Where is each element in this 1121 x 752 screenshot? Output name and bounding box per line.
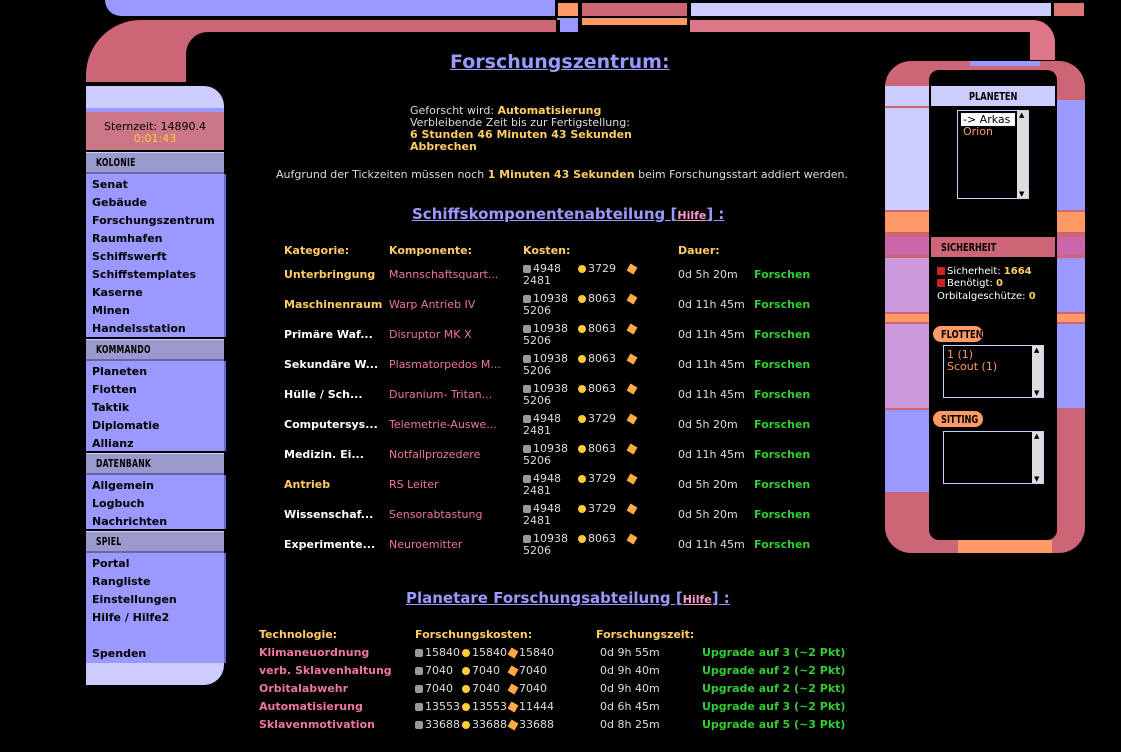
ore-icon	[415, 721, 423, 729]
row-cost-3-icon	[628, 382, 638, 395]
sicherheit-line: Sicherheit: 1664	[937, 266, 1032, 277]
top-bar-orange	[558, 3, 578, 16]
row-cost-1: 10938	[523, 322, 568, 335]
ship-header-dauer: Dauer:	[678, 244, 720, 257]
research-button[interactable]: Forschen	[754, 538, 811, 551]
ore-icon	[415, 703, 423, 711]
row-duration: 0d 11h 45m	[678, 298, 745, 311]
row-cost-1: 7040	[415, 664, 453, 677]
row-cost-3: 2481	[523, 484, 551, 497]
ore-icon	[415, 649, 423, 657]
row-cost-3: 15840	[509, 646, 554, 659]
ore-icon	[523, 415, 531, 423]
row-cost-3: 5206	[523, 334, 551, 347]
ore-icon	[523, 295, 531, 303]
flotten-scrollbar[interactable]	[1032, 346, 1043, 397]
row-duration: 0d 11h 45m	[678, 538, 745, 551]
top-bar-lav	[691, 3, 1051, 16]
row-cost-3: 7040	[509, 682, 547, 695]
researching-value: Automatisierung	[497, 104, 602, 117]
gas-icon	[627, 534, 638, 545]
row-cost-1: 33688	[415, 718, 460, 731]
top-tab-2	[582, 18, 687, 25]
row-time: 0d 9h 40m	[600, 664, 660, 677]
row-category: Sekundäre W...	[284, 358, 379, 371]
research-button[interactable]: Forschen	[754, 358, 811, 371]
ore-icon	[523, 445, 531, 453]
nav-item-spenden[interactable]: Spenden	[92, 647, 147, 660]
row-cost-2: 3729	[578, 412, 616, 425]
planet-hilfe-link[interactable]: Hilfe	[682, 593, 712, 606]
crystal-icon	[462, 685, 470, 693]
nav-item-gebaeude[interactable]: Gebäude	[92, 196, 147, 209]
row-component: Duranium- Tritan...	[389, 388, 493, 401]
research-button[interactable]: Forschen	[754, 298, 811, 311]
ore-icon	[523, 475, 531, 483]
row-cost-2: 15840	[462, 646, 507, 659]
research-button[interactable]: Forschen	[754, 328, 811, 341]
row-cost-3: 5206	[523, 544, 551, 557]
ship-header-komponente: Komponente:	[389, 244, 473, 257]
row-cost-2: 13553	[462, 700, 507, 713]
fleet-item[interactable]: 1 (1)	[947, 348, 974, 361]
row-cost-3-icon	[628, 412, 638, 425]
row-cost-1: 4948	[523, 472, 561, 485]
row-cost-3-icon	[628, 262, 638, 275]
ore-icon	[523, 355, 531, 363]
row-time: 0d 9h 55m	[600, 646, 660, 659]
planet-header-kosten: Forschungskosten:	[415, 628, 533, 641]
nav-list-kommando	[86, 361, 226, 451]
row-duration: 0d 5h 20m	[678, 508, 738, 521]
gas-icon	[508, 666, 519, 677]
row-cost-3: 5206	[523, 394, 551, 407]
row-technology: Orbitalabwehr	[259, 682, 349, 695]
ore-icon	[523, 385, 531, 393]
row-cost-2: 7040	[462, 682, 500, 695]
nav-list-datenbank	[86, 475, 226, 529]
crystal-icon	[578, 475, 586, 483]
crystal-icon	[462, 703, 470, 711]
row-duration: 0d 11h 45m	[678, 328, 745, 341]
crystal-icon	[578, 415, 586, 423]
nav-item-allianz[interactable]: Allianz	[92, 437, 134, 450]
benoetigt-icon	[937, 279, 945, 287]
row-component: Mannschaftsquart...	[389, 268, 499, 281]
gas-icon	[627, 384, 638, 395]
ship-hilfe-link[interactable]: Hilfe	[677, 209, 707, 222]
row-category: Primäre Waf...	[284, 328, 373, 341]
crystal-icon	[578, 355, 586, 363]
row-duration: 0d 5h 20m	[678, 478, 738, 491]
orbital-line: Orbitalgeschütze: 0	[937, 291, 1036, 302]
row-cost-2: 3729	[578, 502, 616, 515]
gas-icon	[508, 648, 519, 659]
row-cost-1: 7040	[415, 682, 453, 695]
row-cost-2: 7040	[462, 664, 500, 677]
row-cost-3: 11444	[509, 700, 554, 713]
nav-item-portal[interactable]: Portal	[92, 557, 130, 570]
top-tab-1	[557, 18, 578, 32]
row-component: Neuroemitter	[389, 538, 463, 551]
upgrade-button[interactable]: Upgrade auf 5 (~3 Pkt)	[702, 718, 846, 731]
planet-section-title: Planetare Forschungsabteilung [Hilfe] :	[406, 589, 730, 607]
crystal-icon	[578, 325, 586, 333]
crystal-icon	[578, 295, 586, 303]
row-cost-1: 10938	[523, 442, 568, 455]
row-cost-2: 3729	[578, 262, 616, 275]
row-cost-2: 8063	[578, 352, 616, 365]
nav-item-planeten[interactable]: Planeten	[92, 365, 148, 378]
row-cost-3: 33688	[509, 718, 554, 731]
research-button[interactable]: Forschen	[754, 268, 811, 281]
gas-icon	[627, 444, 638, 455]
nav-item-hilfe[interactable]: Hilfe / Hilfe2	[92, 611, 170, 624]
remaining-value: 6 Stunden 46 Minuten 43 Sekunden	[410, 128, 632, 141]
flotten-list[interactable]	[943, 345, 1044, 398]
row-cost-3-icon	[628, 472, 638, 485]
stardate-label: Sternzeit: 14890.4	[104, 120, 206, 133]
research-button[interactable]: Forschen	[754, 448, 811, 461]
upgrade-button[interactable]: Upgrade auf 3 (~2 Pkt)	[702, 700, 846, 713]
planeten-scrollbar[interactable]	[1017, 111, 1028, 198]
row-duration: 0d 11h 45m	[678, 388, 745, 401]
ore-icon	[415, 685, 423, 693]
planet-header-technologie: Technologie:	[259, 628, 338, 641]
ore-icon	[523, 265, 531, 273]
ship-section-title: Schiffskomponentenabteilung [Hilfe] :	[412, 205, 725, 223]
row-cost-2: 8063	[578, 442, 616, 455]
row-category: Maschinenraum	[284, 298, 383, 311]
flotten-header: FLOTTEN	[933, 326, 983, 342]
row-cost-2: 8063	[578, 292, 616, 305]
sidebar-bottom-cap	[86, 663, 224, 685]
nav-item-logbuch[interactable]: Logbuch	[92, 497, 145, 510]
row-cost-3-icon	[628, 352, 638, 365]
row-cost-1: 15840	[415, 646, 460, 659]
crystal-icon	[578, 505, 586, 513]
row-technology: Klimaneuordnung	[259, 646, 370, 659]
row-category: Medizin. Ei...	[284, 448, 364, 461]
sitting-scrollbar[interactable]	[1032, 432, 1043, 483]
nav-item-raumhafen[interactable]: Raumhafen	[92, 232, 163, 245]
research-button[interactable]: Forschen	[754, 508, 811, 521]
row-cost-3: 2481	[523, 514, 551, 527]
row-technology: verb. Sklavenhaltung	[259, 664, 392, 677]
row-component: RS Leiter	[389, 478, 439, 491]
nav-item-nachrichten[interactable]: Nachrichten	[92, 515, 168, 528]
research-button[interactable]: Forschen	[754, 478, 811, 491]
row-cost-2: 3729	[578, 472, 616, 485]
gas-icon	[627, 414, 638, 425]
gas-icon	[508, 720, 519, 731]
nav-item-schiffstemplates[interactable]: Schiffstemplates	[92, 268, 197, 281]
nav-section-spiel: SPIEL	[86, 531, 224, 553]
gas-icon	[627, 264, 638, 275]
crystal-icon	[462, 667, 470, 675]
ore-icon	[523, 505, 531, 513]
gas-icon	[627, 324, 638, 335]
row-cost-3: 5206	[523, 304, 551, 317]
row-cost-1: 4948	[523, 412, 561, 425]
remaining-label: Verbleibende Zeit bis zur Fertigstellung:	[410, 116, 630, 129]
gas-icon	[508, 684, 519, 695]
ore-icon	[523, 325, 531, 333]
row-cost-2: 8063	[578, 322, 616, 335]
nav-item-taktik[interactable]: Taktik	[92, 401, 130, 414]
row-duration: 0d 11h 45m	[678, 358, 745, 371]
crystal-icon	[462, 649, 470, 657]
nav-list-spiel	[86, 553, 226, 663]
benoetigt-line: Benötigt: 0	[937, 278, 1003, 289]
gas-icon	[508, 702, 519, 713]
row-category: Wissenschaf...	[284, 508, 374, 521]
row-cost-3-icon	[628, 292, 638, 305]
clock: 0:01:43	[133, 132, 177, 145]
nav-item-flotten[interactable]: Flotten	[92, 383, 137, 396]
row-category: Unterbringung	[284, 268, 376, 281]
row-component: Plasmatorpedos M...	[389, 358, 501, 371]
row-cost-3: 5206	[523, 364, 551, 377]
row-cost-3: 2481	[523, 424, 551, 437]
crystal-icon	[578, 535, 586, 543]
row-cost-3: 7040	[509, 664, 547, 677]
row-cost-3-icon	[628, 532, 638, 545]
fleet-item[interactable]: Scout (1)	[947, 360, 998, 373]
row-cost-1: 4948	[523, 502, 561, 515]
row-cost-1: 13553	[415, 700, 460, 713]
nav-item-forschungszentrum[interactable]: Forschungszentrum	[92, 214, 215, 227]
planet-option-arkas[interactable]: -> Arkas	[961, 113, 1015, 126]
row-cost-3-icon	[628, 442, 638, 455]
row-technology: Sklavenmotivation	[259, 718, 375, 731]
row-cost-1: 10938	[523, 382, 568, 395]
row-cost-3-icon	[628, 322, 638, 335]
planeten-list[interactable]	[957, 110, 1029, 199]
gas-icon	[627, 504, 638, 515]
row-cost-3: 5206	[523, 454, 551, 467]
row-category: Computersys...	[284, 418, 378, 431]
top-bar-right	[690, 20, 1030, 32]
row-category: Antrieb	[284, 478, 331, 491]
row-category: Experimente...	[284, 538, 376, 551]
row-cost-3: 2481	[523, 274, 551, 287]
crystal-icon	[578, 385, 586, 393]
ship-header-kategorie: Kategorie:	[284, 244, 350, 257]
nav-item-schiffswerft[interactable]: Schiffswerft	[92, 250, 167, 263]
gas-icon	[627, 474, 638, 485]
tick-note: Aufgrund der Tickzeiten müssen noch 1 Minuten 43 Sekunden beim Forschungsstart addiert werden.	[276, 168, 848, 181]
crystal-icon	[578, 445, 586, 453]
row-cost-2: 8063	[578, 532, 616, 545]
row-duration: 0d 5h 20m	[678, 268, 738, 281]
upgrade-button[interactable]: Upgrade auf 2 (~2 Pkt)	[702, 664, 846, 677]
page-title: Forschungszentrum:	[450, 51, 670, 73]
planeten-header: PLANETEN	[931, 86, 1055, 106]
row-component: Notfallprozedere	[389, 448, 481, 461]
nav-item-allgemein[interactable]: Allgemein	[92, 479, 154, 492]
nav-item-einstellungen[interactable]: Einstellungen	[92, 593, 177, 606]
nav-item-diplomatie[interactable]: Diplomatie	[92, 419, 160, 432]
row-cost-1: 10938	[523, 352, 568, 365]
row-duration: 0d 11h 45m	[678, 448, 745, 461]
cancel-link[interactable]: Abbrechen	[410, 140, 477, 153]
row-cost-3-icon	[628, 502, 638, 515]
researching-label: Geforscht wird: Automatisierung	[410, 104, 602, 117]
row-time: 0d 6h 45m	[600, 700, 660, 713]
row-cost-1: 10938	[523, 532, 568, 545]
nav-section-datenbank: DATENBANK	[86, 453, 224, 475]
sicherheit-header: SICHERHEIT	[931, 237, 1055, 257]
row-component: Warp Antrieb IV	[389, 298, 476, 311]
sidebar-top-cap	[86, 86, 224, 108]
row-cost-2: 8063	[578, 382, 616, 395]
crystal-icon	[578, 265, 586, 273]
upgrade-button[interactable]: Upgrade auf 3 (~2 Pkt)	[702, 646, 846, 659]
stardate-box	[86, 112, 224, 150]
crystal-icon	[462, 721, 470, 729]
gas-icon	[627, 294, 638, 305]
top-bar-left	[105, 0, 555, 16]
row-time: 0d 8h 25m	[600, 718, 660, 731]
ore-icon	[415, 667, 423, 675]
nav-section-kommando: KOMMANDO	[86, 339, 224, 361]
nav-item-senat[interactable]: Senat	[92, 178, 128, 191]
nav-list-kolonie	[86, 174, 226, 337]
row-cost-1: 10938	[523, 292, 568, 305]
top-bar-end	[1054, 3, 1084, 16]
elbow-top-right	[1030, 20, 1055, 60]
row-duration: 0d 5h 20m	[678, 418, 738, 431]
row-technology: Automatisierung	[259, 700, 363, 713]
research-button[interactable]: Forschen	[754, 388, 811, 401]
row-cost-1: 4948	[523, 262, 561, 275]
sicherheit-icon	[937, 267, 945, 275]
gas-icon	[627, 354, 638, 365]
sitting-header: SITTING	[933, 411, 983, 427]
nav-section-kolonie: KOLONIE	[86, 152, 224, 174]
ship-header-kosten: Kosten:	[523, 244, 571, 257]
research-button[interactable]: Forschen	[754, 418, 811, 431]
row-category: Hülle / Sch...	[284, 388, 363, 401]
row-cost-2: 33688	[462, 718, 507, 731]
planet-header-zeit: Forschungszeit:	[596, 628, 695, 641]
planet-option-orion[interactable]: Orion	[963, 125, 993, 138]
row-component: Sensorabtastung	[389, 508, 483, 521]
ore-icon	[523, 535, 531, 543]
upgrade-button[interactable]: Upgrade auf 2 (~2 Pkt)	[702, 682, 846, 695]
nav-item-handelsstation[interactable]: Handelsstation	[92, 322, 186, 335]
nav-item-rangliste[interactable]: Rangliste	[92, 575, 151, 588]
nav-item-kaserne[interactable]: Kaserne	[92, 286, 143, 299]
row-component: Telemetrie-Auswe...	[389, 418, 497, 431]
sitting-list[interactable]	[943, 431, 1044, 484]
top-bar-pink	[582, 3, 687, 16]
nav-item-minen[interactable]: Minen	[92, 304, 130, 317]
row-component: Disruptor MK X	[389, 328, 472, 341]
row-time: 0d 9h 40m	[600, 682, 660, 695]
